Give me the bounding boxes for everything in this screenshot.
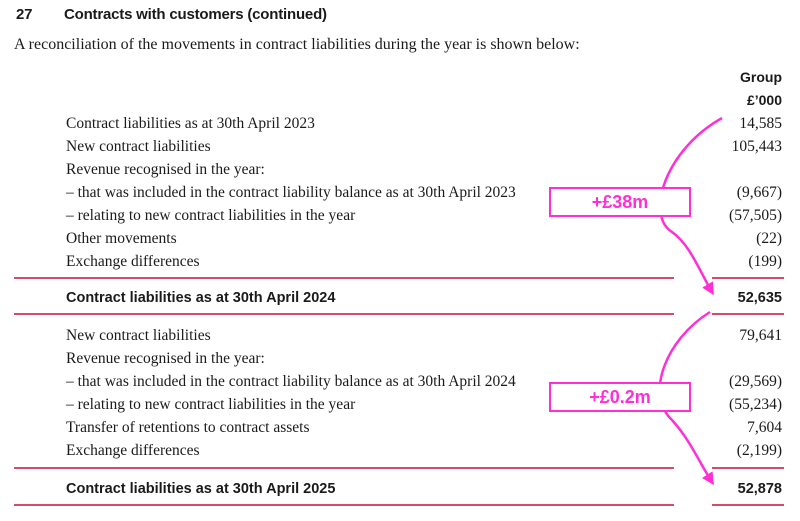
callout-2025: +£0.2m <box>549 382 691 412</box>
row-value: (55,234) <box>729 396 782 413</box>
row-value: (57,505) <box>729 207 782 224</box>
row-value: (2,199) <box>736 442 782 459</box>
row-label: Other movements <box>66 230 177 247</box>
column-header-group: Group <box>740 69 782 85</box>
total-label: Contract liabilities as at 30th April 2025 <box>66 481 336 497</box>
row-value: (29,569) <box>729 373 782 390</box>
row-label: – that was included in the contract liability balance as at 30th April 2024 <box>66 373 516 390</box>
row-label: – relating to new contract liabilities in the year <box>66 207 356 224</box>
row-value: (199) <box>748 253 782 270</box>
row-label: – relating to new contract liabilities in the year <box>66 396 356 413</box>
row-value: 7,604 <box>747 419 782 436</box>
row-label: Exchange differences <box>66 442 200 459</box>
row-label: – that was included in the contract liability balance as at 30th April 2023 <box>66 184 516 201</box>
row-label: Contract liabilities as at 30th April 2023 <box>66 115 315 132</box>
row-label: Exchange differences <box>66 253 200 270</box>
total-label: Contract liabilities as at 30th April 2024 <box>66 290 336 306</box>
row-value: 79,641 <box>739 327 782 344</box>
note-number: 27 <box>16 6 33 23</box>
total-value: 52,635 <box>737 290 782 306</box>
row-label: Revenue recognised in the year: <box>66 350 265 367</box>
intro-text: A reconciliation of the movements in contract liabilities during the year is shown below: <box>14 36 580 53</box>
row-label: Transfer of retentions to contract assets <box>66 419 310 436</box>
row-value: (9,667) <box>736 184 782 201</box>
row-value: 14,585 <box>739 115 782 132</box>
row-label: Revenue recognised in the year: <box>66 161 265 178</box>
row-label: New contract liabilities <box>66 138 211 155</box>
total-value: 52,878 <box>737 481 782 497</box>
row-label: New contract liabilities <box>66 327 211 344</box>
column-header-units: £’000 <box>746 92 782 108</box>
callout-2024: +£38m <box>549 187 691 217</box>
row-value: 105,443 <box>731 138 782 155</box>
note-title: Contracts with customers (continued) <box>64 6 327 23</box>
row-value: (22) <box>756 230 782 247</box>
